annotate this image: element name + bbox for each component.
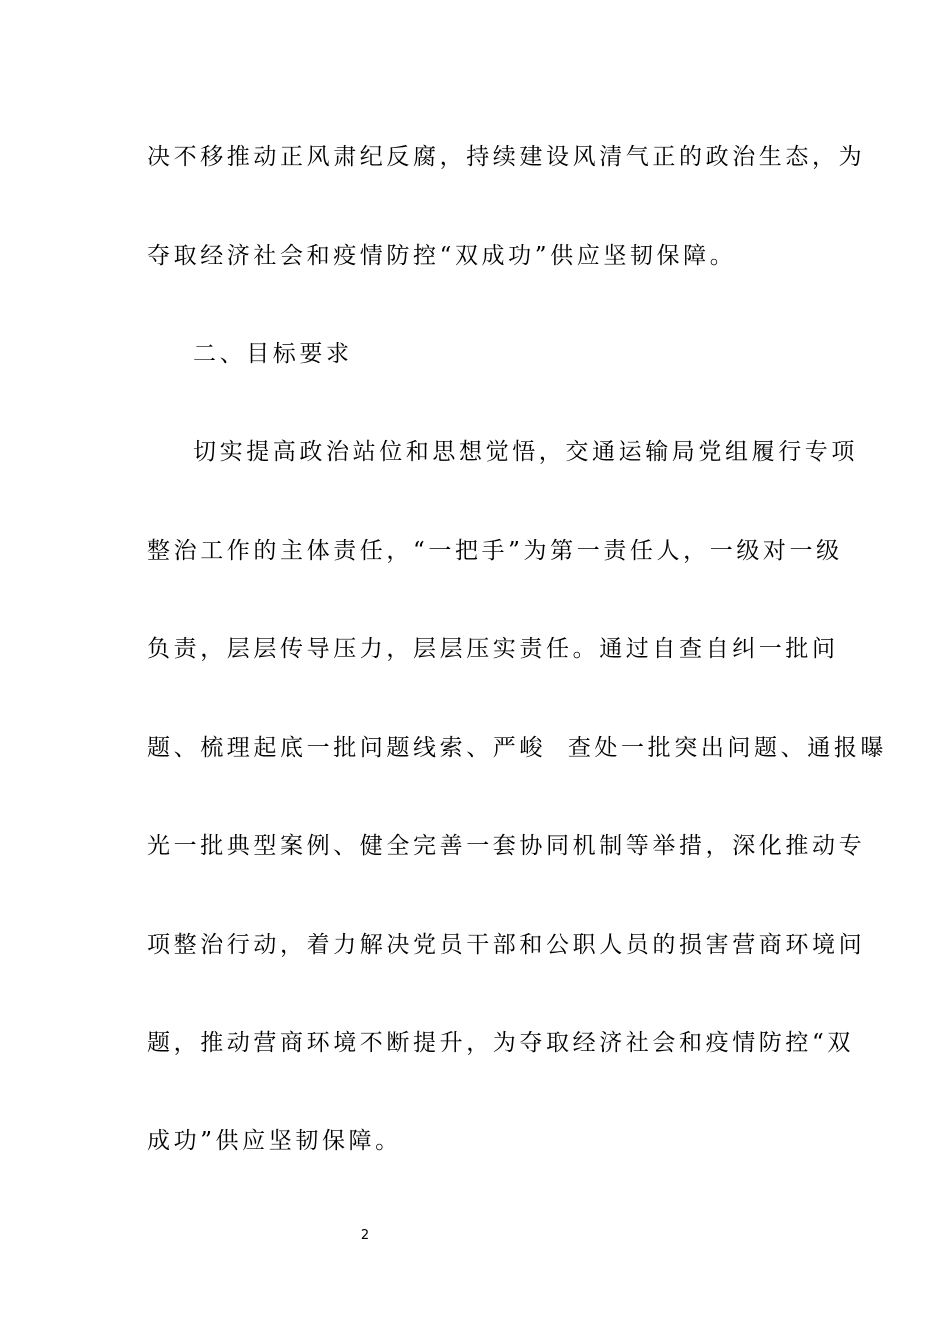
text-line: 夺取经济社会和疫情防控“双成功”供应坚韧保障。 — [147, 243, 737, 269]
text-line: 光一批典型案例、健全完善一套协同机制等举措，深化推动专 — [147, 833, 866, 859]
text-line: 题、梳理起底一批问题线索、严峻 查处一批突出问题、通报曝 — [147, 735, 888, 761]
text-line: 负责，层层传导压力，层层压实责任。通过自查自纠一批问 — [147, 636, 839, 662]
text-line: 项整治行动，着力解决党员干部和公职人员的损害营商环境问 — [147, 932, 866, 958]
text-line: 整治工作的主体责任，“一把手”为第一责任人，一级对一级 — [147, 538, 843, 564]
section-heading: 二、目标要求 — [193, 341, 353, 367]
text-line: 决不移推动正风肃纪反腐，持续建设风清气正的政治生态，为 — [147, 144, 866, 170]
text-line: 成功”供应坚韧保障。 — [147, 1128, 402, 1154]
text-line: 题，推动营商环境不断提升，为夺取经济社会和疫情防控“双 — [147, 1030, 854, 1056]
text-line: 切实提高政治站位和思想觉悟，交通运输局党组履行专项 — [193, 439, 858, 465]
page-number: 2 — [360, 1228, 370, 1243]
